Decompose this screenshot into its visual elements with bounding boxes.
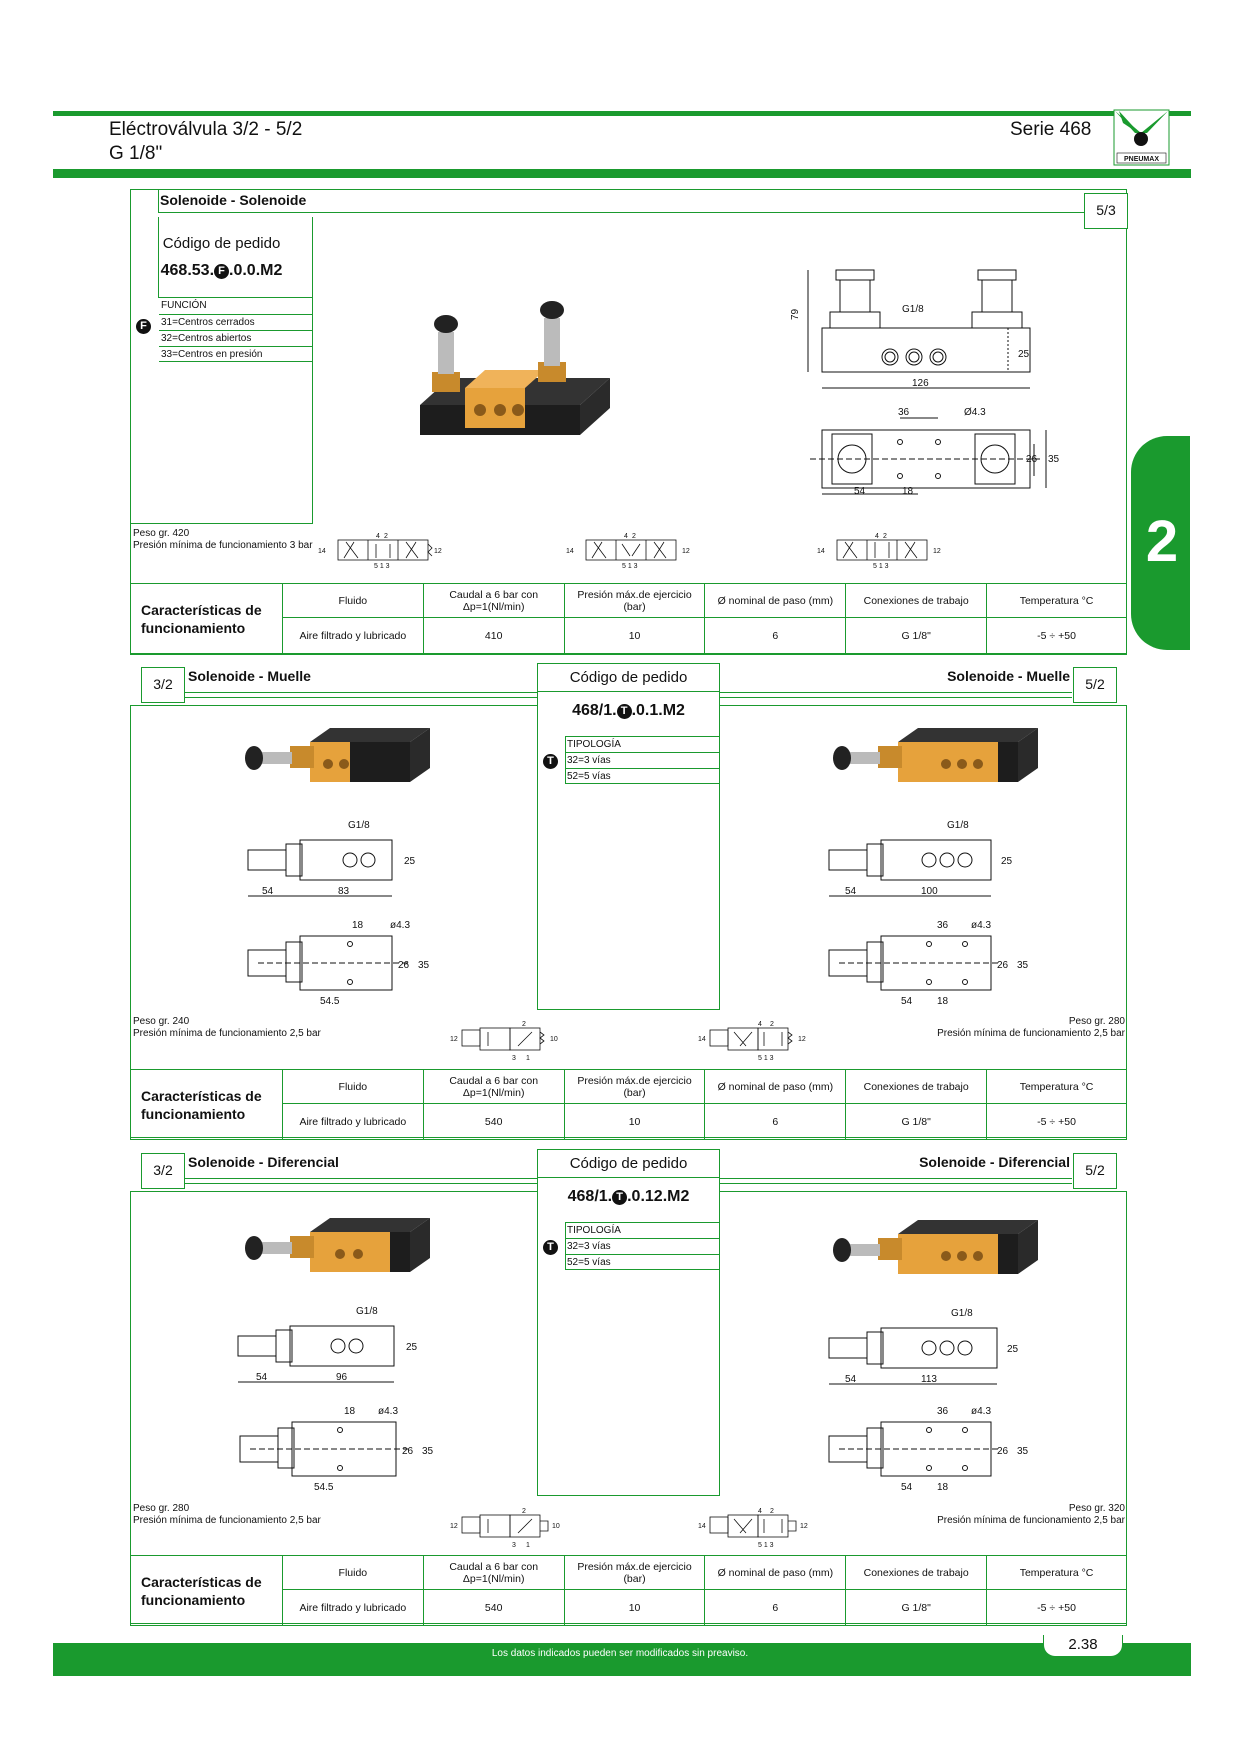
dim-54-5: 54.5	[320, 996, 340, 1006]
valve-symbol-3-2-spring	[448, 1018, 568, 1067]
weight-text-right: Peso gr. 320	[1068, 1503, 1125, 1514]
typology-marker: T	[612, 1190, 627, 1205]
pressure-text: Presión mínima de funcionamiento 3 bar	[133, 540, 313, 551]
chapter-number: 2	[1145, 509, 1179, 574]
dim-port: G1/8	[951, 1308, 973, 1319]
svg-text:4: 4	[758, 1508, 762, 1515]
svg-text:4: 4	[624, 533, 628, 540]
typology-marker-legend: T	[543, 1240, 558, 1255]
pneumax-logo	[1113, 109, 1170, 167]
dim-25: 25	[406, 1342, 418, 1353]
options-title: TIPOLOGÍA	[565, 1222, 720, 1238]
section-rule-left	[185, 692, 537, 698]
dim-79: 79	[790, 308, 801, 320]
function-marker-legend: F	[136, 319, 151, 334]
section-rule-right	[720, 1178, 1072, 1184]
page-title: Eléctroválvula 3/2 - 5/2	[109, 119, 303, 140]
dim-54: 54	[901, 1482, 913, 1492]
options-title: FUNCIÓN	[161, 300, 207, 311]
dim-25: 25	[404, 856, 416, 867]
svg-text:14: 14	[817, 548, 825, 555]
options-title: TIPOLOGÍA	[565, 736, 720, 752]
pressure-text-right: Presión mínima de funcionamiento 2,5 bar	[937, 1028, 1125, 1039]
svg-text:14: 14	[698, 1523, 706, 1530]
product-photo-5-2-spring	[828, 722, 1038, 792]
weight-text: Peso gr. 420	[133, 528, 190, 539]
dimension-drawing-5-3	[790, 262, 1070, 502]
product-photo-5-3	[410, 300, 620, 440]
dim-35: 35	[1017, 960, 1029, 971]
svg-text:5 1 3: 5 1 3	[622, 563, 638, 570]
footer-note: Los datos indicados pueden ser modificados sin preaviso.	[491, 1648, 749, 1659]
dim-hole: ø4.3	[390, 920, 411, 931]
order-code-value: 468.53. F .0.0.M2	[160, 262, 283, 279]
option-item: 32=Centros abiertos	[159, 330, 313, 346]
section-rule-right	[720, 692, 1072, 698]
section-rule-left	[185, 1178, 537, 1184]
svg-text:12: 12	[450, 1036, 458, 1043]
valve-symbol-5-2-differential	[696, 1505, 816, 1554]
svg-text:12: 12	[682, 548, 690, 555]
pressure-text-left: Presión mínima de funcionamiento 2,5 bar	[133, 1028, 321, 1039]
page-subtitle: G 1/8"	[109, 143, 163, 164]
brand-text: PNEUMAX	[1123, 156, 1160, 163]
svg-text:14: 14	[566, 548, 574, 555]
dim-35: 35	[418, 960, 430, 971]
dimension-drawing-3-2-differential	[230, 1296, 440, 1492]
typology-marker: T	[617, 704, 632, 719]
order-code-box	[537, 1149, 720, 1496]
weight-text-left: Peso gr. 240	[133, 1016, 190, 1027]
function-badge-3-2: 3/2	[141, 667, 185, 703]
valve-symbol-5-3-c	[817, 530, 947, 575]
valve-symbol-5-3-b	[566, 530, 696, 575]
svg-text:4: 4	[875, 533, 879, 540]
svg-text:12: 12	[434, 548, 442, 555]
dim-35: 35	[422, 1446, 434, 1457]
svg-text:3: 3	[512, 1542, 516, 1549]
dim-54: 54	[262, 886, 274, 897]
svg-text:2: 2	[384, 533, 388, 540]
dim-18: 18	[344, 1406, 356, 1417]
section-label: Solenoide - Solenoide	[160, 192, 307, 208]
dim-36: 36	[898, 407, 910, 418]
svg-text:12: 12	[798, 1036, 806, 1043]
svg-text:10: 10	[550, 1036, 558, 1043]
order-code-title: Código de pedido	[162, 235, 281, 252]
svg-text:2: 2	[522, 1021, 526, 1028]
dim-26: 26	[997, 1446, 1009, 1457]
dim-25: 25	[1018, 349, 1030, 360]
dim-36: 36	[937, 1406, 949, 1417]
series-label: Serie 468	[1010, 119, 1092, 140]
spec-table-3: Características de funcionamiento Fluido Caudal a 6 bar con Δp=1(Nl/min) Presión máx.de ejercicio (bar) Ø nominal de paso (mm) Conexiones de trabajo Temperatura °C Aire filtrado y lubricado 540 10 6 G 1/8" -5 ÷ +50	[130, 1555, 1127, 1626]
section-label-right: Solenoide - Muelle	[947, 668, 1070, 684]
svg-text:1: 1	[526, 1542, 530, 1549]
dim-25: 25	[1001, 856, 1013, 867]
section-label-right: Solenoide - Diferencial	[919, 1154, 1070, 1170]
svg-text:5 1 3: 5 1 3	[758, 1055, 774, 1062]
spec-caption: Características de funcionamiento	[131, 1070, 283, 1140]
dim-18: 18	[352, 920, 364, 931]
order-code-value: 468/1. T .0.1.M2	[572, 702, 685, 719]
svg-text:2: 2	[632, 533, 636, 540]
dim-54: 54	[845, 1374, 857, 1385]
dim-36: 36	[937, 920, 949, 931]
option-item: 32=3 vías	[565, 752, 720, 768]
function-badge-3-2: 3/2	[141, 1153, 185, 1189]
svg-text:12: 12	[800, 1523, 808, 1530]
option-item: 33=Centros en presión	[159, 346, 313, 362]
function-badge-5-3: 5/3	[1084, 193, 1128, 229]
dim-54: 54	[854, 486, 866, 497]
dim-hole: ø4.3	[378, 1406, 399, 1417]
section-header-line-2	[158, 210, 1084, 213]
dim-18: 18	[902, 486, 914, 497]
dim-54: 54	[901, 996, 913, 1006]
header-rule-top	[53, 111, 1191, 116]
typology-marker-legend: T	[543, 754, 558, 769]
dim-26: 26	[402, 1446, 414, 1457]
option-item: 32=3 vías	[565, 1238, 720, 1254]
dim-18: 18	[937, 996, 949, 1006]
dim-18: 18	[937, 1482, 949, 1492]
svg-text:1: 1	[526, 1055, 530, 1062]
function-badge-5-2: 5/2	[1073, 1153, 1117, 1189]
product-photo-3-2-spring	[240, 722, 430, 792]
dim-113: 113	[921, 1374, 937, 1385]
spec-table-2: Características de funcionamiento Fluido Caudal a 6 bar con Δp=1(Nl/min) Presión máx.de ejercicio (bar) Ø nominal de paso (mm) Conexiones de trabajo Temperatura °C Aire filtrado y lubricado 540 10 6 G 1/8" -5 ÷ +50	[130, 1069, 1127, 1140]
option-item: 52=5 vías	[565, 1254, 720, 1270]
svg-text:2: 2	[883, 533, 887, 540]
dim-port: G1/8	[947, 820, 969, 831]
dimension-drawing-3-2-spring	[238, 810, 438, 1006]
dimension-drawing-5-2-differential	[825, 1296, 1035, 1492]
order-code-title: Código de pedido	[569, 669, 688, 686]
weight-text-right: Peso gr. 280	[1068, 1016, 1125, 1027]
svg-text:14: 14	[698, 1036, 706, 1043]
dim-26: 26	[398, 960, 410, 971]
option-item: 31=Centros cerrados	[159, 314, 313, 330]
function-marker: F	[214, 264, 229, 279]
order-code-box	[130, 217, 313, 524]
svg-text:4: 4	[376, 533, 380, 540]
svg-text:5 1 3: 5 1 3	[758, 1542, 774, 1549]
pressure-text-right: Presión mínima de funcionamiento 2,5 bar	[937, 1515, 1125, 1526]
spec-caption: Características de funcionamiento	[131, 1556, 283, 1626]
dim-83: 83	[338, 886, 350, 897]
option-item: 52=5 vías	[565, 768, 720, 784]
header-rule-bottom	[53, 169, 1191, 178]
valve-symbol-5-2-spring	[696, 1018, 816, 1067]
dimension-drawing-5-2-spring	[825, 810, 1035, 1006]
svg-text:3: 3	[512, 1055, 516, 1062]
dim-54: 54	[845, 886, 857, 897]
pressure-text-left: Presión mínima de funcionamiento 2,5 bar	[133, 1515, 321, 1526]
svg-text:2: 2	[770, 1508, 774, 1515]
svg-text:10: 10	[552, 1523, 560, 1530]
svg-text:5 1 3: 5 1 3	[374, 563, 390, 570]
valve-symbol-5-3-a	[318, 530, 448, 575]
valve-symbol-3-2-differential	[448, 1505, 568, 1554]
dim-hole: ø4.3	[971, 920, 992, 931]
order-code-title: Código de pedido	[569, 1155, 688, 1172]
dim-25: 25	[1007, 1344, 1019, 1355]
section-label-left: Solenoide - Diferencial	[188, 1154, 339, 1170]
dim-96: 96	[336, 1372, 348, 1383]
svg-text:12: 12	[933, 548, 941, 555]
svg-text:5 1 3: 5 1 3	[873, 563, 889, 570]
dim-54: 54	[256, 1372, 268, 1383]
page-number: 2.38	[1043, 1635, 1123, 1657]
dim-hole: ø4.3	[971, 1406, 992, 1417]
dim-100: 100	[921, 886, 938, 897]
spec-caption: Características de funcionamiento	[131, 584, 283, 654]
product-photo-3-2-differential	[240, 1210, 430, 1282]
dim-126: 126	[912, 378, 929, 389]
dim-54-5: 54.5	[314, 1482, 334, 1492]
dim-26: 26	[997, 960, 1009, 971]
dim-port: G1/8	[902, 304, 924, 315]
product-photo-5-2-differential	[828, 1212, 1038, 1284]
section-label-left: Solenoide - Muelle	[188, 668, 311, 684]
dim-35: 35	[1048, 454, 1060, 465]
dim-port: G1/8	[348, 820, 370, 831]
spec-table-1: Características de funcionamiento Fluido Caudal a 6 bar con Δp=1(Nl/min) Presión máx.de ejercicio (bar) Ø nominal de paso (mm) Conexiones de trabajo Temperatura °C Aire filtrado y lubricado 410 10 6 G 1/8" -5 ÷ +50	[130, 583, 1127, 654]
dim-port: G1/8	[356, 1306, 378, 1317]
svg-text:12: 12	[450, 1523, 458, 1530]
svg-text:14: 14	[318, 548, 326, 555]
dim-35: 35	[1017, 1446, 1029, 1457]
order-code-value: 468/1. T .0.12.M2	[567, 1188, 690, 1205]
dim-hole: Ø4.3	[964, 407, 986, 418]
order-code-box	[537, 663, 720, 1010]
dim-26: 26	[1026, 454, 1038, 465]
weight-text-left: Peso gr. 280	[133, 1503, 190, 1514]
function-badge-5-2: 5/2	[1073, 667, 1117, 703]
svg-text:2: 2	[770, 1021, 774, 1028]
svg-text:2: 2	[522, 1508, 526, 1515]
svg-text:4: 4	[758, 1021, 762, 1028]
